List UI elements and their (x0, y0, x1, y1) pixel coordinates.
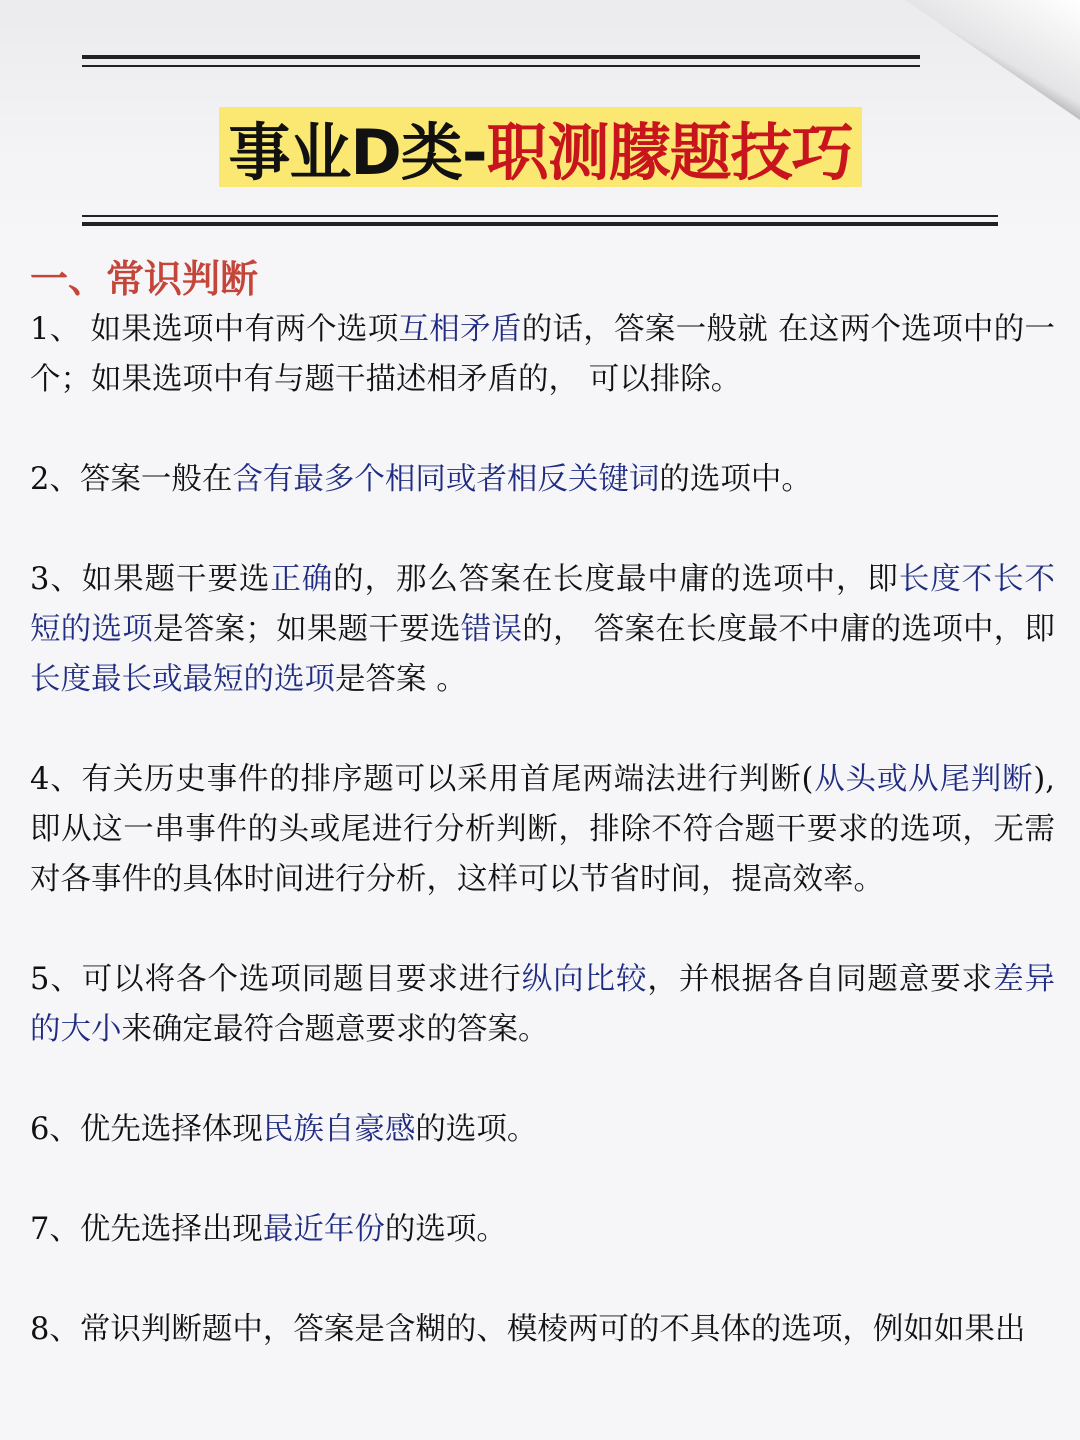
tip-text: 4、有关历史事件的排序题可以采用首尾两端法进行判断( (30, 762, 814, 797)
tip-item (30, 455, 1055, 505)
bottom-rule-thick (82, 222, 998, 226)
tip-text: ，并根据各自同题意要求 (647, 962, 994, 997)
tip-text: 的，那么答案在长度最中庸的选项中，即 (333, 562, 899, 597)
title-prefix: 事业D类- (228, 115, 487, 189)
tip-item (30, 955, 1055, 1055)
tip-text: 的选项。 (415, 1112, 538, 1147)
tip-text: 2、答案一般在 (30, 462, 233, 497)
bottom-rule-thin (82, 215, 998, 217)
tip-keyword: 含有最多个相同或者相反关键词 (232, 462, 660, 497)
page-curl-flap (890, 0, 1080, 120)
tip-item (30, 1305, 1055, 1355)
tip-text: 8、常识判断题中，答案是含糊的、模棱两可的不具体的选项，例如如果出 (30, 1312, 1026, 1347)
tip-item (30, 555, 1055, 705)
tip-keyword: 长度最长或最短的选项 (30, 662, 335, 697)
tip-text: 的选项中。 (659, 462, 812, 497)
page-title (219, 107, 862, 187)
tip-text: 来确定最符合题意要求的答案。 (121, 1012, 549, 1047)
tip-keyword: 正确 (270, 562, 334, 597)
tip-text: 的， 答案在长度最不中庸的选项中，即 (522, 612, 1056, 647)
tip-item (30, 1205, 1055, 1255)
title-highlight: 职测朦题技巧 (486, 115, 853, 189)
section-heading: 一、常识判断 (30, 256, 259, 301)
tip-text: 是答案；如果题干要选 (153, 612, 461, 647)
tip-item (30, 755, 1055, 905)
tip-keyword: 互相矛盾 (398, 312, 522, 347)
tip-keyword: 差异的大小 (30, 962, 1056, 1047)
tip-text: 的选项。 (384, 1212, 507, 1247)
tip-text: 6、优先选择体现 (30, 1112, 263, 1147)
tip-item (30, 1105, 1055, 1155)
tip-keyword: 纵向比较 (521, 962, 648, 997)
tip-keyword: 最近年份 (262, 1212, 385, 1247)
tips-list (30, 305, 1055, 1405)
tip-text: ),即从这一串事件的头或尾进行分析判断，排除不符合题干要求的选项，无需对各事件的具体时间进行分析，这样可以节省时间，提高效率。 (30, 762, 1055, 897)
tip-keyword: 从头或从尾判断 (813, 762, 1034, 797)
tip-keyword: 长度不长不短的选项 (30, 562, 1056, 647)
tip-text: 1、 如果选项中有两个选项 (30, 312, 399, 347)
tip-text: 的话，答案一般就 在这两个选项中的一个；如果选项中有与题干描述相矛盾的， 可以排除。 (30, 312, 1055, 397)
tip-item (30, 305, 1055, 405)
tip-text: 7、优先选择出现 (30, 1212, 263, 1247)
tip-text: 5、可以将各个选项同题目要求进行 (30, 962, 522, 997)
tip-keyword: 错误 (460, 612, 523, 647)
tip-text: 3、如果题干要选 (30, 562, 271, 597)
tip-text: 是答案 。 (335, 662, 467, 697)
tip-keyword: 民族自豪感 (262, 1112, 416, 1147)
top-rule-thick (82, 55, 920, 59)
top-rule-thin (82, 65, 920, 67)
